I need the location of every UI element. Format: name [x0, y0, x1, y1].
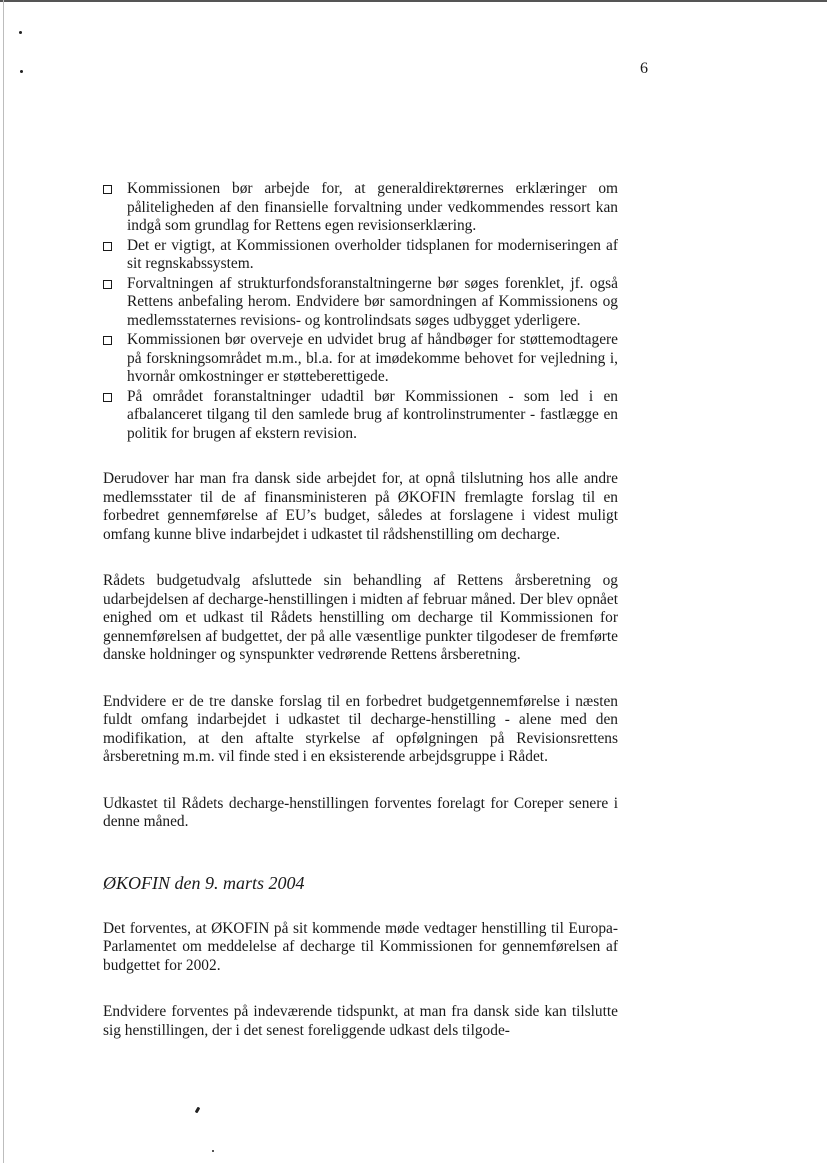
list-item-text: Forvaltningen af strukturfondsforanstaltningerne bør søges forenklet, jf. også Rettens anbefaling herom. Endvidere bør samordningen af Kommissionens og medlemsstaternes revisions- og kontrolindsats søges udbygget yderligere.	[127, 274, 618, 329]
scan-speck	[20, 70, 23, 73]
list-item-text: Det er vigtigt, at Kommissionen overholder tidsplanen for moderniseringen af sit regnskabssystem.	[127, 236, 618, 272]
checkbox-bullet-icon	[103, 336, 112, 345]
list-item-text: Kommissionen bør overveje en udvidet brug af håndbøger for støttemodtagere på forskningsområdet m.m., bl.a. for at imødekomme behovet for vejledning i, hvornår omkostninger er støtteberettigede.	[127, 331, 618, 385]
list-item	[103, 388, 618, 444]
section-heading: ØKOFIN den 9. marts 2004	[103, 872, 305, 893]
paragraph: Udkastet til Rådets decharge-henstillingen forventes forelagt for Coreper senere i denne måned.	[103, 794, 618, 830]
paragraph: Endvidere er de tre danske forslag til en forbedret budgetgennemførelse i næsten fuldt omfang indarbejdet i udkastet til decharge-henstilling - alene med den modifikation, at den aftalte styrkelse af opfølgningen på Revisionsrettens årsberetning m.m. vil finde sted i en eksisterende arbejdsgruppe i Rådet.	[103, 692, 618, 765]
paragraph: Det forventes, at ØKOFIN på sit kommende møde vedtager henstilling til Europa-Parlamentet om meddelelse af decharge til Kommissionen for gennemførelsen af budgettet for 2002.	[103, 919, 618, 974]
scan-speck	[212, 1150, 214, 1152]
checkbox-bullet-icon	[103, 393, 112, 402]
paragraph: Derudover har man fra dansk side arbejdet for, at opnå tilslutning hos alle andre medlemsstater til de af finansministeren på ØKOFIN fremlagte forslag til en forbedret gennemførelse af EU’s budget, således at forslagene i videst muligt omfang kunne blive indarbejdet i udkastet til rådshenstilling om decharge.	[103, 470, 618, 543]
paragraph: Endvidere forventes på indeværende tidspunkt, at man fra dansk side kan tilslutte sig henstillingen, der i det senest foreliggende udkast dels tilgode-	[103, 1003, 618, 1039]
list-item	[103, 275, 618, 331]
list-item-text: Kommissionen bør arbejde for, at generaldirektørernes erklæringer om påliteligheden af den finansielle forvaltning under vedkommendes ressort kan indgå som grundlag for Rettens egen revisionserklæring.	[127, 180, 618, 234]
list-item	[103, 331, 618, 387]
scan-left-edge	[3, 0, 4, 1163]
checkbox-bullet-icon	[103, 242, 112, 251]
scan-speck	[195, 1107, 201, 1114]
page-number: 6	[640, 60, 648, 77]
list-item	[103, 237, 618, 274]
bullet-list	[103, 180, 618, 443]
checkbox-bullet-icon	[103, 280, 112, 289]
list-item	[103, 180, 618, 236]
document-body	[103, 180, 618, 1040]
scan-top-edge	[0, 0, 827, 2]
checkbox-bullet-icon	[103, 185, 112, 194]
paragraph: Rådets budgetudvalg afsluttede sin behandling af Rettens årsberetning og udarbejdelsen af decharge-henstillingen i midten af februar måned. Der blev opnået enighed om et udkast til Rådets henstilling om decharge til Kommissionen for gennemførelsen af budgettet, der på alle væsentlige punkter tilgodeser de fremførte danske holdninger og synspunkter vedrørende Rettens årsberetning.	[103, 572, 618, 663]
scan-speck	[19, 31, 22, 34]
list-item-text: På området foranstaltninger udadtil bør Kommissionen - som led i en afbalanceret tilgang til den samlede brug af kontrolinstrumenter - fastlægge en politik for brugen af ekstern revision.	[127, 387, 618, 442]
